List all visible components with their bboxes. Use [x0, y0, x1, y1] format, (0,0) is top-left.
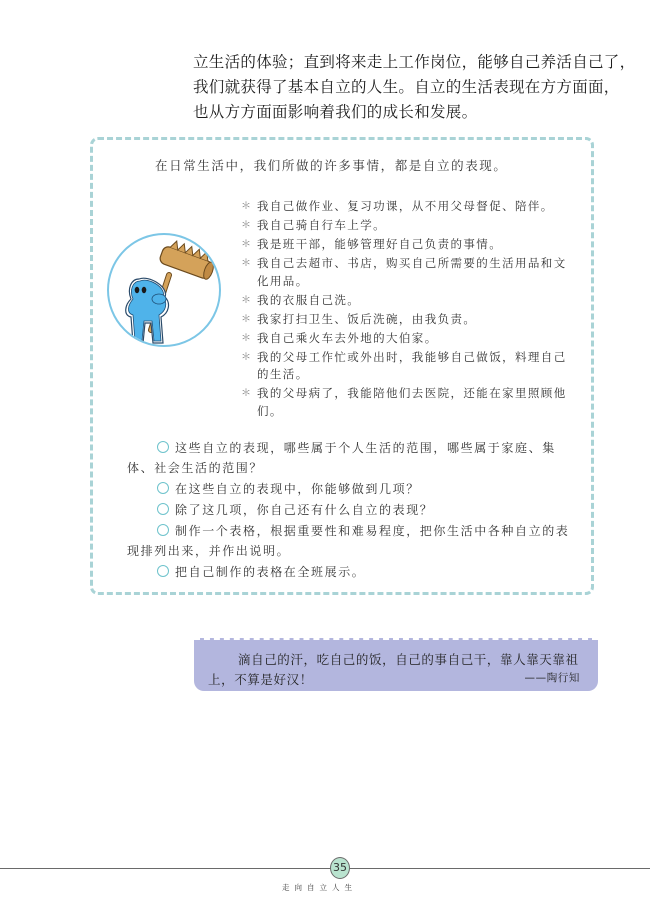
page-number-badge: 35: [330, 857, 350, 879]
asterisk-bullet-icon: ＊: [241, 220, 253, 231]
quote-line-1: 滴自己的汗，吃自己的饭，自己的事自己干，靠人靠天靠祖: [238, 652, 579, 667]
list-item: ＊ 我自己乘火车去外地的大伯家。: [241, 330, 571, 348]
intro-line: 我们就获得了基本自立的人生。自立的生活表现在方方面面，: [193, 78, 620, 96]
question-item: 把自己制作的表格在全班展示。: [127, 562, 572, 582]
asterisk-bullet-icon: ＊: [241, 313, 253, 325]
asterisk-bullet-icon: ＊: [241, 351, 253, 363]
examples-list: [241, 198, 571, 422]
list-item: ＊ 我是班干部，能够管理好自己负责的事情。: [241, 236, 571, 254]
list-item: ＊ 我的衣服自己洗。: [241, 292, 571, 310]
asterisk-bullet-icon: ＊: [241, 332, 253, 344]
list-item: ＊ 我自己去超市、书店，购买自己所需要的生活用品和文化用品。: [241, 256, 567, 288]
activity-lead: 在日常生活中，我们所做的许多事情，都是自立的表现。: [155, 158, 508, 173]
circle-bullet-icon: [157, 565, 169, 577]
circle-bullet-icon: [157, 482, 169, 494]
question-item: 制作一个表格，根据重要性和难易程度，把你生活中各种自立的表现排列出来，并作出说明。: [127, 524, 570, 558]
cartoon-character-icon: [109, 235, 219, 345]
asterisk-bullet-icon: ＊: [241, 201, 253, 212]
intro-line: 立生活的体验；直到将来走上工作岗位，能够自己养活自己了，: [193, 53, 636, 71]
quote-author: ——陶行知: [524, 672, 580, 684]
asterisk-bullet-icon: ＊: [241, 294, 253, 306]
broom-character-illustration: [107, 233, 221, 347]
quote-box: [194, 638, 598, 691]
quote-line-2: 上，不算是好汉！: [208, 672, 313, 687]
list-item: ＊ 我自己骑自行车上学。: [241, 217, 571, 235]
intro-paragraph: [193, 50, 636, 125]
discussion-questions: [127, 438, 572, 583]
question-item: 在这些自立的表现中，你能够做到几项？: [127, 479, 572, 499]
footer-chapter-title: 走向自立人生: [282, 883, 357, 892]
list-item: ＊ 我自己做作业、复习功课，从不用父母督促、陪伴。: [241, 198, 571, 216]
footer-divider: [0, 868, 650, 869]
circle-bullet-icon: [157, 441, 169, 453]
question-item: 除了这几项，你自己还有什么自立的表现？: [127, 500, 572, 520]
intro-line: 也从方方面面影响着我们的成长和发展。: [193, 103, 478, 121]
list-item: ＊ 我的父母工作忙或外出时，我能够自己做饭，料理自己的生活。: [241, 349, 567, 381]
circle-bullet-icon: [157, 503, 169, 515]
asterisk-bullet-icon: ＊: [241, 239, 253, 250]
list-item: ＊ 我家打扫卫生、饭后洗碗，由我负责。: [241, 311, 571, 329]
activity-box: [90, 137, 594, 595]
circle-bullet-icon: [157, 524, 169, 536]
quote-line-2-row: [208, 670, 584, 688]
list-item: ＊ 我的父母病了，我能陪他们去医院，还能在家里照顾他们。: [241, 386, 567, 418]
asterisk-bullet-icon: ＊: [241, 258, 253, 269]
asterisk-bullet-icon: ＊: [241, 388, 253, 399]
question-item: 这些自立的表现，哪些属于个人生活的范围，哪些属于家庭、集体、社会生活的范围？: [127, 441, 556, 475]
